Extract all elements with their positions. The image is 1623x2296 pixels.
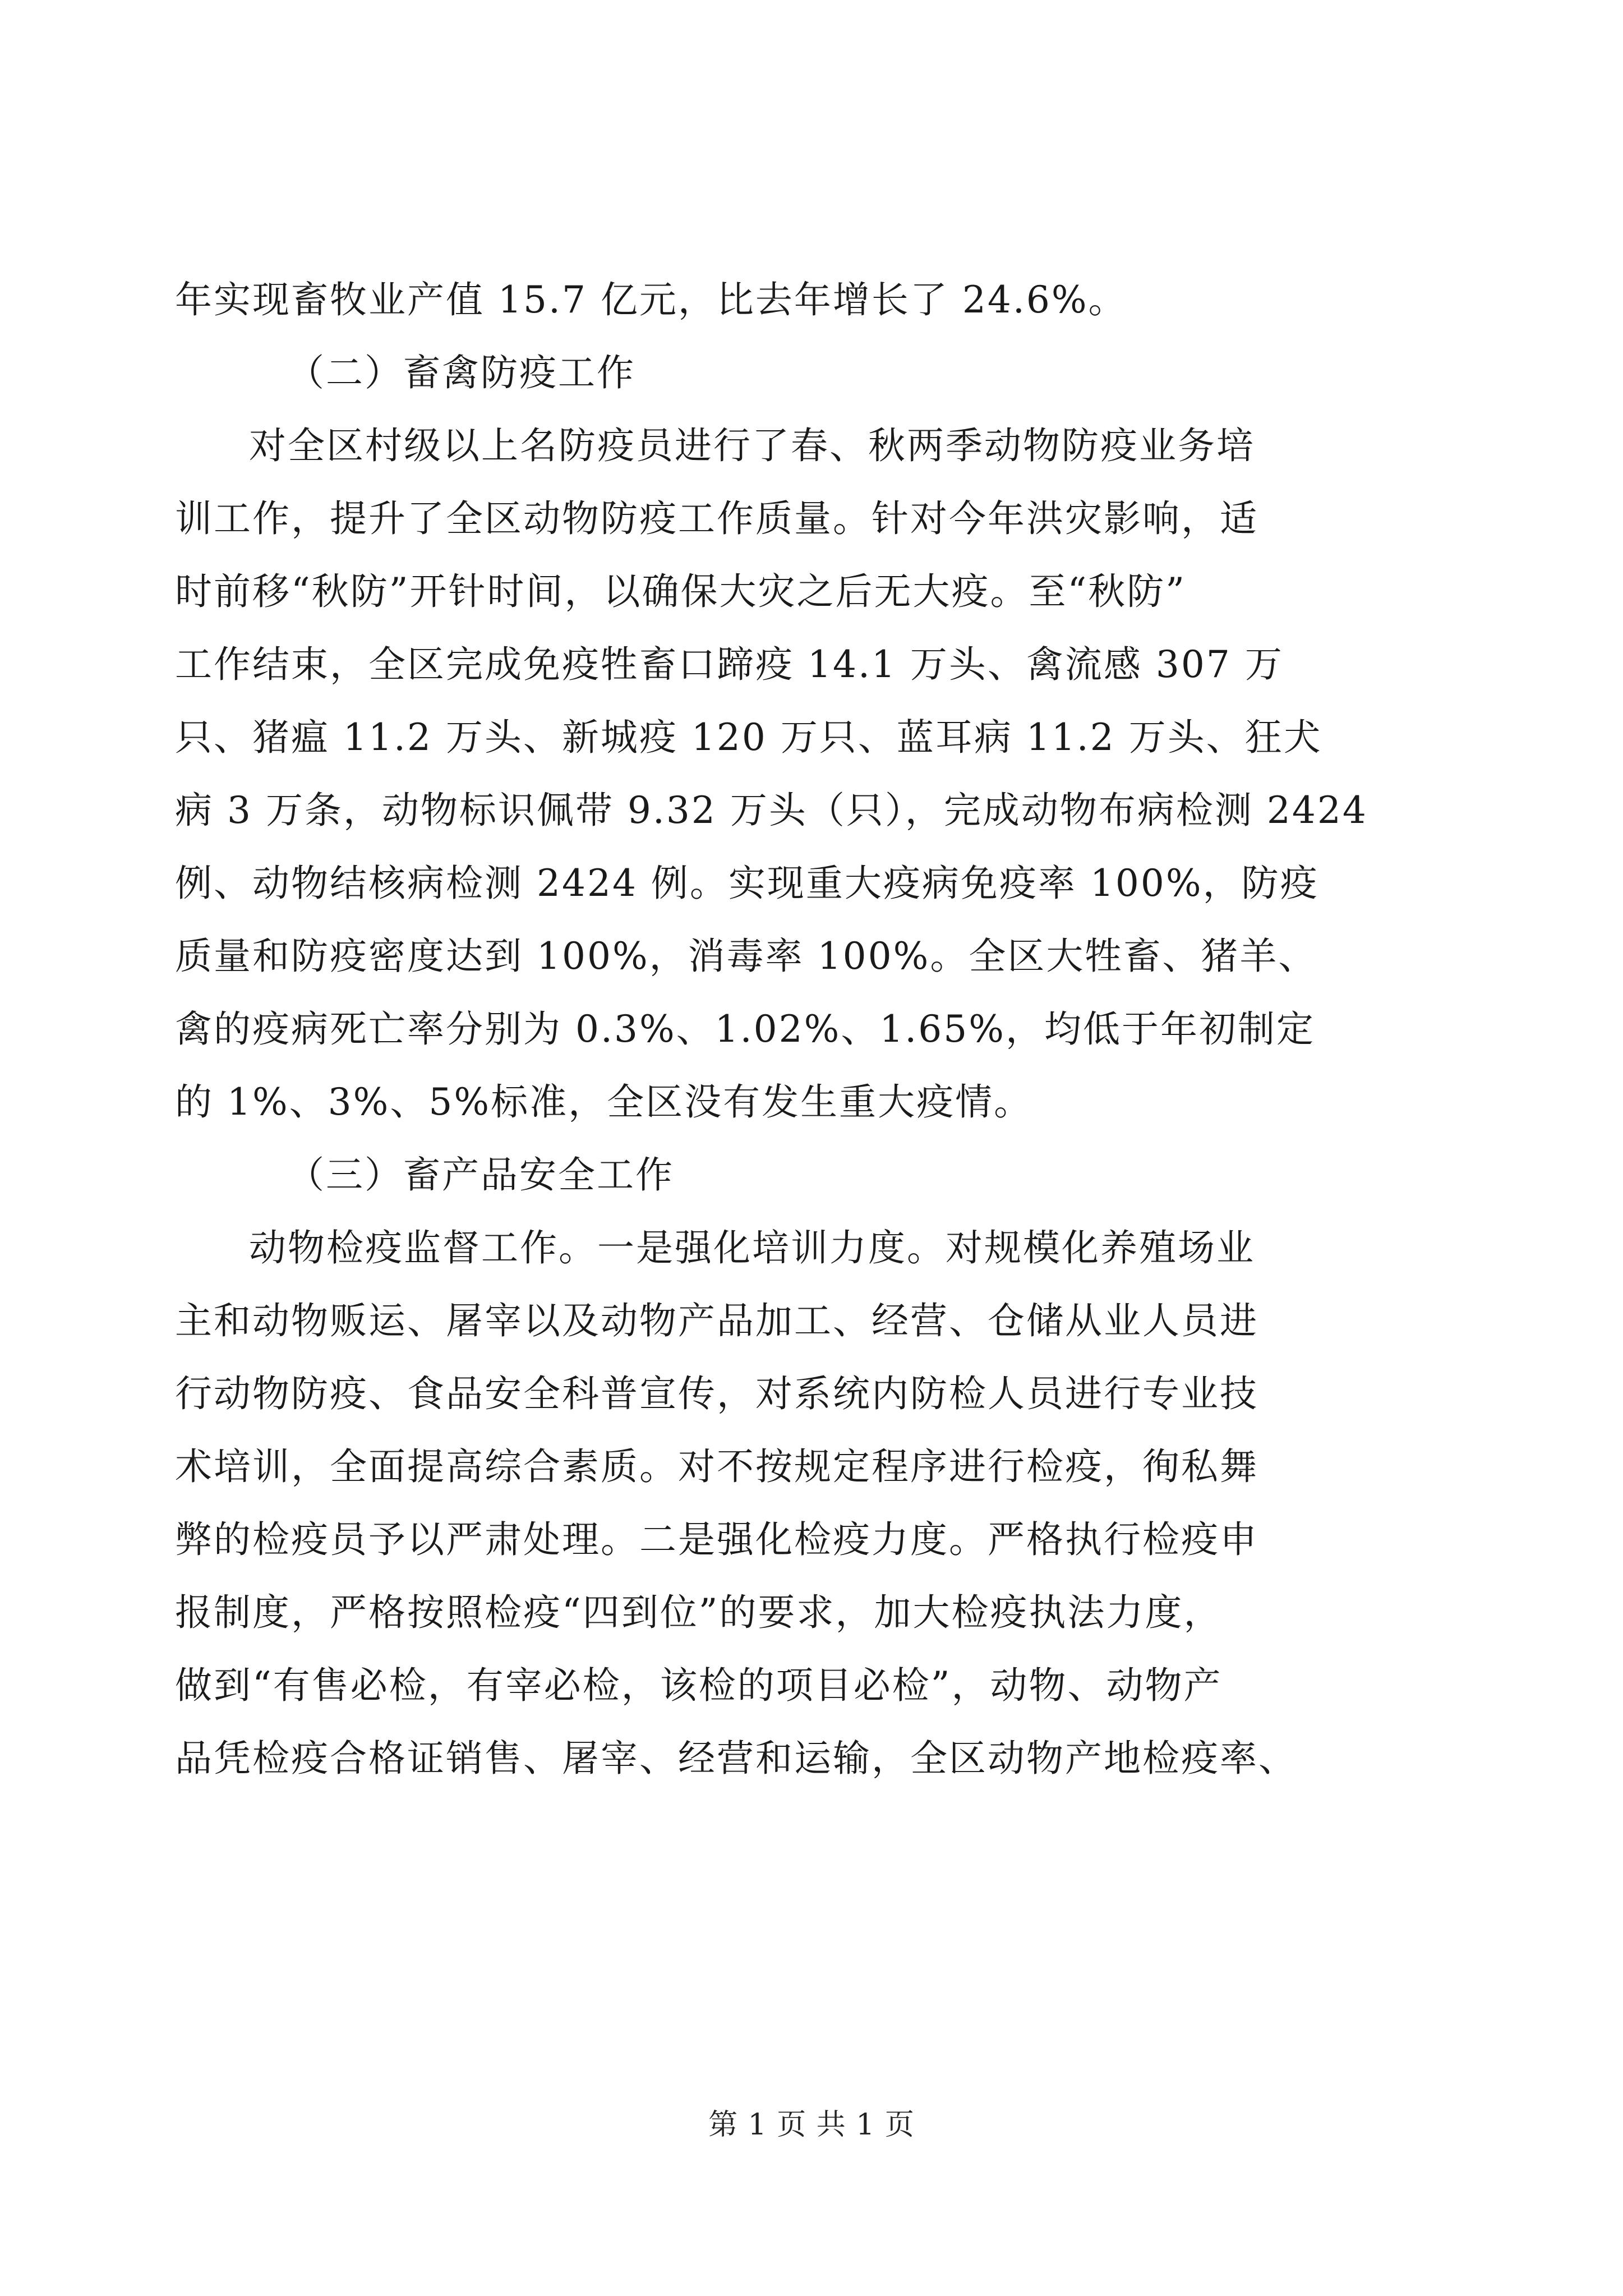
paragraph-line: 品凭检疫合格证销售、屠宰、经营和运输，全区动物产地检疫率、 [175,1737,1297,1780]
page-number-footer: 第 1 页 共 1 页 [708,2108,915,2142]
paragraph-line: 时前移“秋防”开针时间，以确保大灾之后无大疫。至“秋防” [175,570,1186,613]
paragraph-line: 病 3 万条，动物标识佩带 9.32 万头（只），完成动物布病检测 2424 [175,789,1368,832]
paragraph-line: 质量和防疫密度达到 100%，消毒率 100%。全区大牲畜、猪羊、 [175,935,1317,978]
paragraph-line: 行动物防疫、食品安全科普宣传，对系统内防检人员进行专业技 [175,1372,1258,1415]
document-body [175,264,1448,1795]
paragraph-line: 年实现畜牧业产值 15.7 亿元，比去年增长了 24.6%。 [175,278,1127,321]
paragraph-line: 弊的检疫员予以严肃处理。二是强化检疫力度。严格执行检疫申 [175,1518,1258,1561]
paragraph-line: 训工作，提升了全区动物防疫工作质量。针对今年洪灾影响，适 [175,497,1258,540]
paragraph-line: 的 1%、3%、5%标准，全区没有发生重大疫情。 [175,1080,1033,1124]
paragraph-1 [175,264,1448,337]
paragraph-2 [175,409,1448,1139]
paragraph-line: 术培训，全面提高综合素质。对不按规定程序进行检疫，徇私舞 [175,1445,1258,1488]
paragraph-line: 例、动物结核病检测 2424 例。实现重大疫病免疫率 100%，防疫 [175,862,1319,905]
section-heading-3: （三）畜产品安全工作 [287,1153,674,1197]
section-heading-2: （二）畜禽防疫工作 [287,351,635,394]
paragraph-3 [175,1212,1448,1795]
paragraph-line: 动物检疫监督工作。一是强化培训力度。对规模化养殖场业 [249,1226,1255,1269]
paragraph-line: 报制度，严格按照检疫“四到位”的要求，加大检疫执法力度， [175,1591,1223,1634]
paragraph-line: 主和动物贩运、屠宰以及动物产品加工、经营、仓储从业人员进 [175,1299,1258,1342]
paragraph-line: 工作结束，全区完成免疫牲畜口蹄疫 14.1 万头、禽流感 307 万 [175,643,1284,686]
paragraph-line: 只、猪瘟 11.2 万头、新城疫 120 万只、蓝耳病 11.2 万头、狂犬 [175,716,1322,759]
paragraph-line: 对全区村级以上名防疫员进行了春、秋两季动物防疫业务培 [249,424,1255,467]
paragraph-line: 禽的疫病死亡率分别为 0.3%、1.02%、1.65%，均低于年初制定 [175,1007,1315,1051]
paragraph-line: 做到“有售必检，有宰必检，该检的项目必检”，动物、动物产 [175,1664,1223,1707]
